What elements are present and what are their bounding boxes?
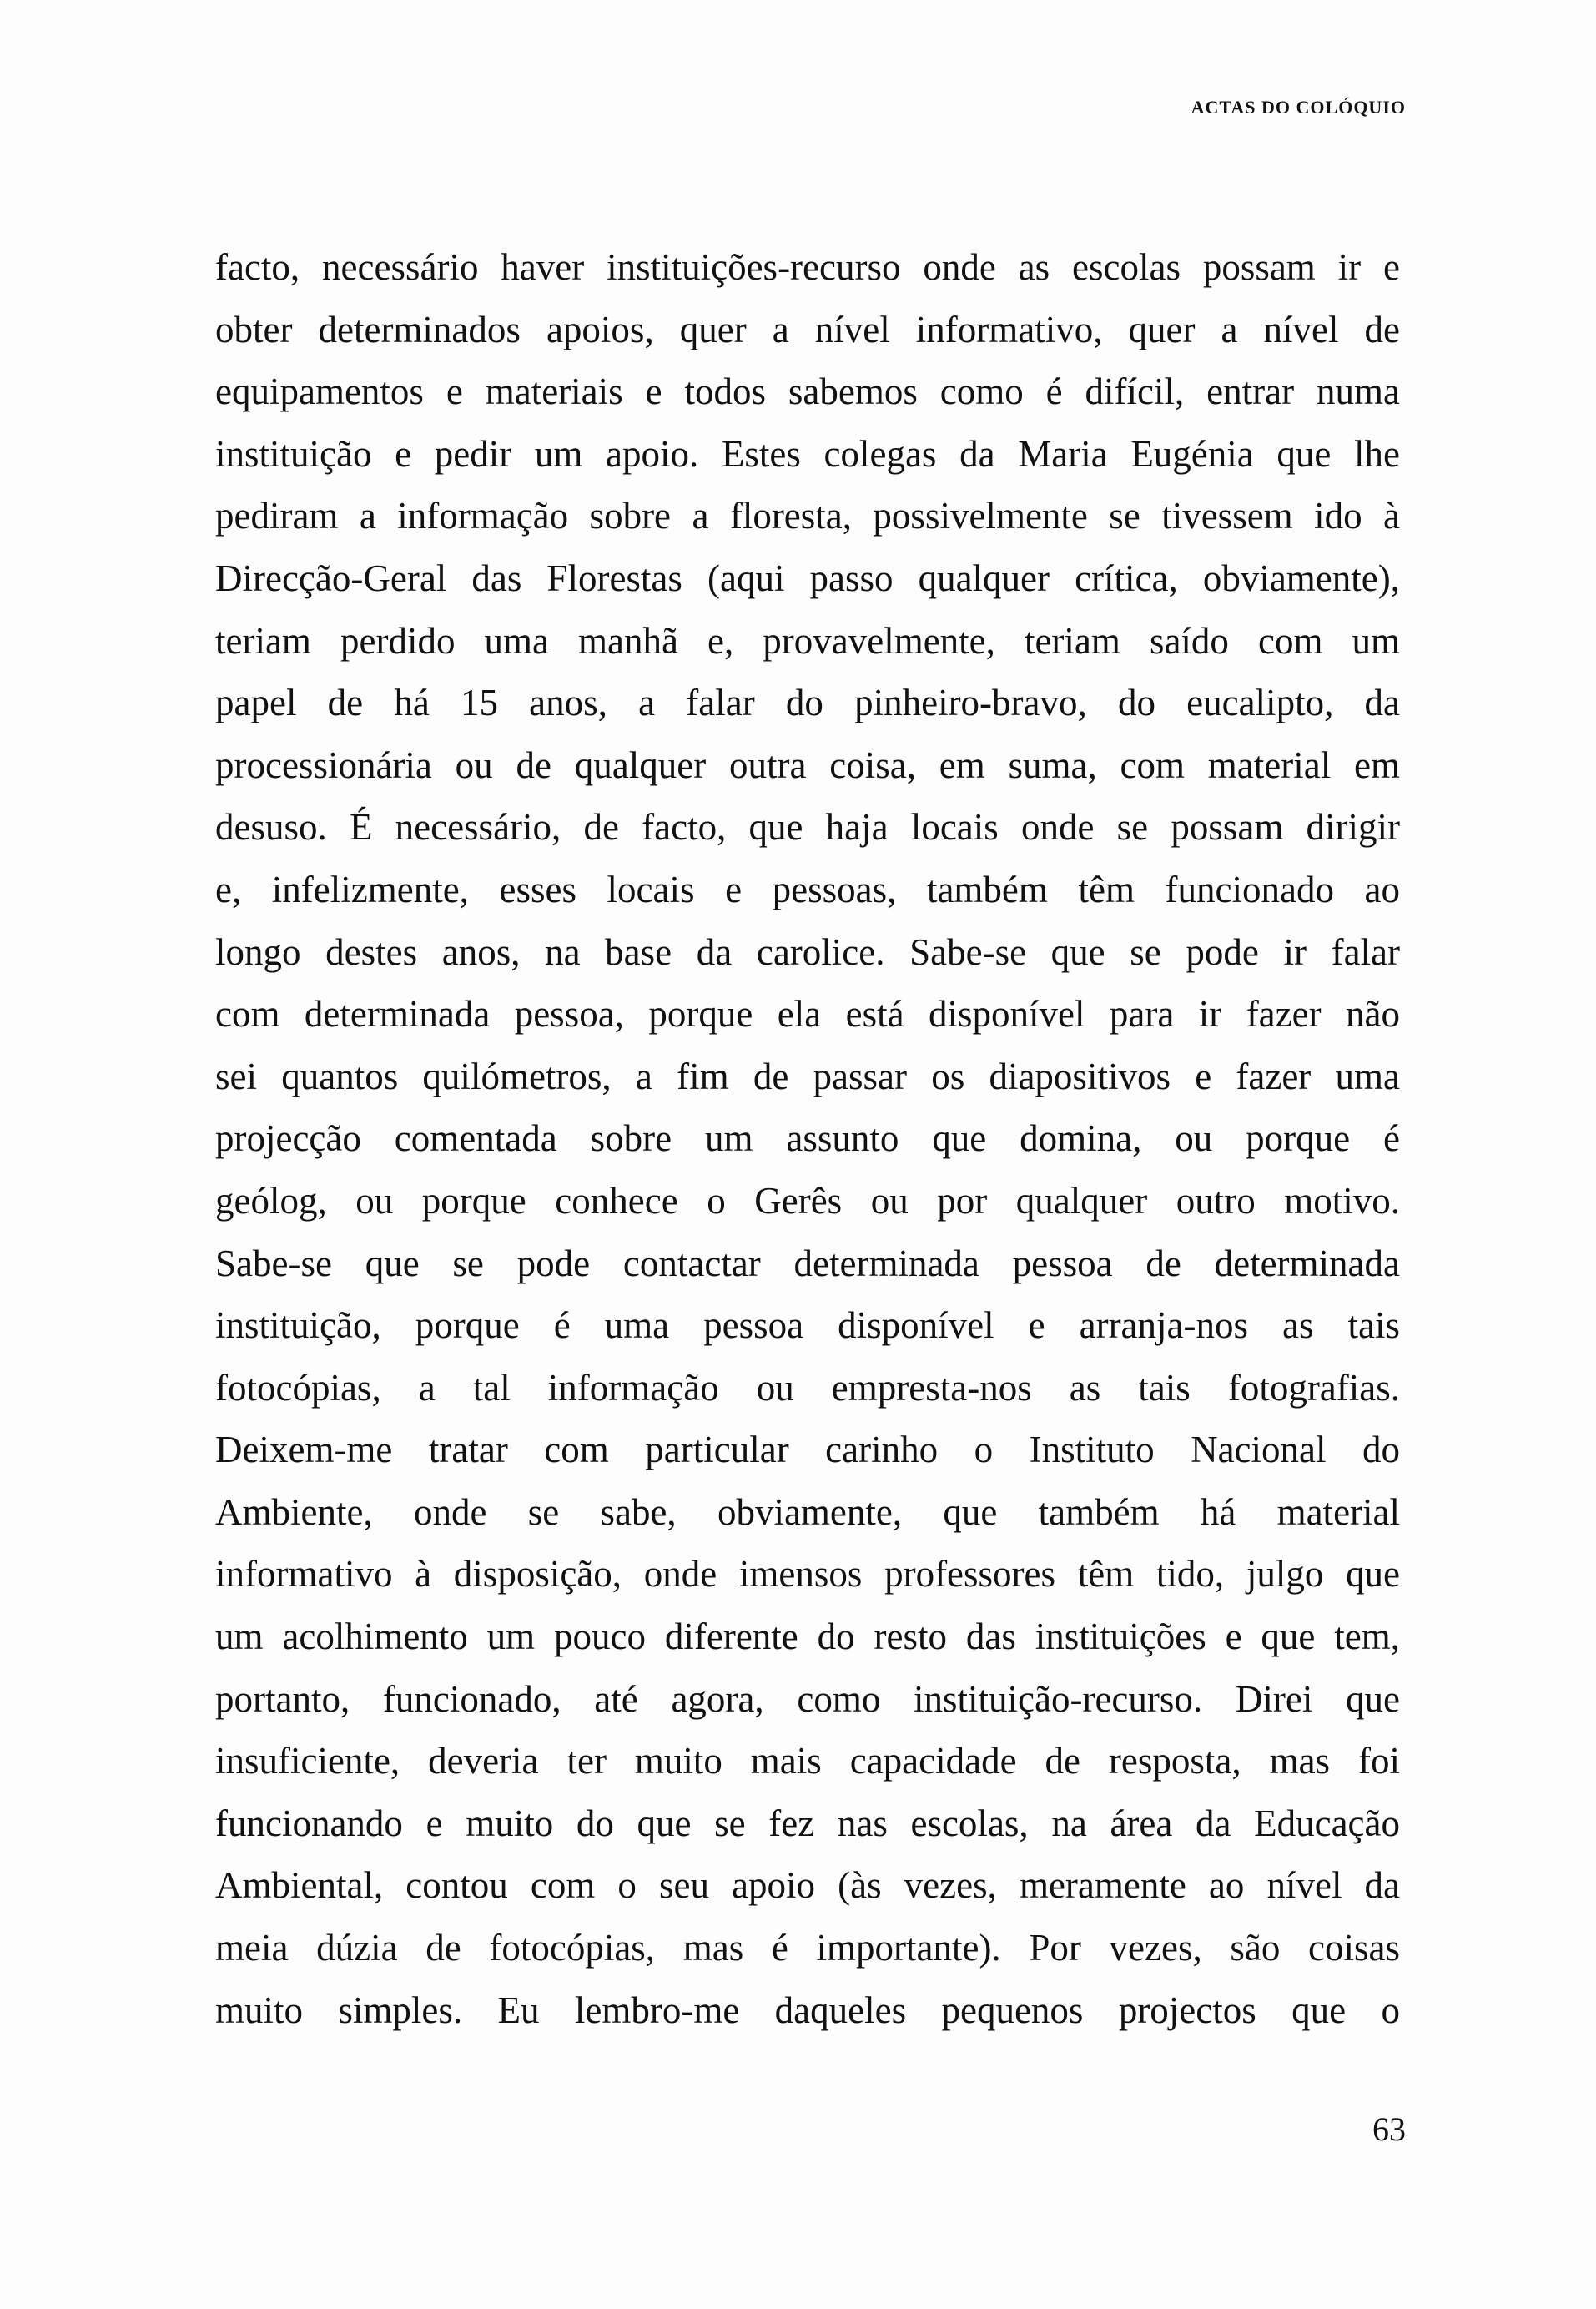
text-line: facto, necessário haver instituições-recurso onde as escolas possam ir e bbox=[215, 246, 1400, 288]
text-line: processionária ou de qualquer outra coisa, em suma, com material em bbox=[215, 744, 1400, 786]
text-line: teriam perdido uma manhã e, provavelmente, teriam saído com um bbox=[215, 619, 1400, 662]
text-line: Sabe-se que se pode contactar determinada pessoa de determinada bbox=[215, 1242, 1400, 1284]
text-line: longo destes anos, na base da carolice. Sabe-se que se pode ir falar bbox=[215, 930, 1400, 973]
text-line: funcionando e muito do que se fez nas escolas, na área da Educação bbox=[215, 1802, 1400, 1844]
text-line: instituição e pedir um apoio. Estes colegas da Maria Eugénia que lhe bbox=[215, 432, 1400, 475]
text-line: obter determinados apoios, quer a nível informativo, quer a nível de bbox=[215, 308, 1400, 350]
text-line: insuficiente, deveria ter muito mais capacidade de resposta, mas foi bbox=[215, 1740, 1400, 1782]
text-line: portanto, funcionado, até agora, como instituição-recurso. Direi que bbox=[215, 1677, 1400, 1720]
running-head: ACTAS DO COLÓQUIO bbox=[1191, 97, 1406, 118]
text-line: informativo à disposição, onde imensos professores têm tido, julgo que bbox=[215, 1553, 1400, 1596]
text-line: projecção comentada sobre um assunto que domina, ou porque é bbox=[215, 1117, 1400, 1160]
text-line: pediram a informação sobre a floresta, possivelmente se tivessem ido à bbox=[215, 495, 1400, 537]
text-line: equipamentos e materiais e todos sabemos como é difícil, entrar numa bbox=[215, 371, 1400, 413]
page-number: 63 bbox=[1372, 2110, 1406, 2148]
text-line: meia dúzia de fotocópias, mas é importante). Por vezes, são coisas bbox=[215, 1927, 1400, 1969]
text-line: e, infelizmente, esses locais e pessoas, também têm funcionado ao bbox=[215, 868, 1400, 910]
text-line: papel de há 15 anos, a falar do pinheiro-bravo, do eucalipto, da bbox=[215, 682, 1400, 724]
text-line: Deixem-me tratar com particular carinho o Instituto Nacional do bbox=[215, 1429, 1400, 1471]
body-text bbox=[215, 236, 1400, 2041]
text-line: desuso. É necessário, de facto, que haja locais onde se possam dirigir bbox=[215, 806, 1400, 849]
text-line: com determinada pessoa, porque ela está disponível para ir fazer não bbox=[215, 993, 1400, 1036]
text-line: geólog, ou porque conhece o Gerês ou por qualquer outro motivo. bbox=[215, 1179, 1400, 1222]
text-line: um acolhimento um pouco diferente do resto das instituições e que tem, bbox=[215, 1616, 1400, 1658]
text-line: Ambiente, onde se sabe, obviamente, que também há material bbox=[215, 1490, 1400, 1533]
text-line: Ambiental, contou com o seu apoio (às vezes, meramente ao nível da bbox=[215, 1864, 1400, 1907]
text-line: sei quantos quilómetros, a fim de passar os diapositivos e fazer uma bbox=[215, 1055, 1400, 1097]
text-line: fotocópias, a tal informação ou empresta-nos as tais fotografias. bbox=[215, 1366, 1400, 1409]
text-line: muito simples. Eu lembro-me daqueles pequenos projectos que o bbox=[215, 1989, 1400, 2031]
text-line: Direcção-Geral das Florestas (aqui passo qualquer crítica, obviamente), bbox=[215, 557, 1400, 599]
text-line: instituição, porque é uma pessoa disponível e arranja-nos as tais bbox=[215, 1304, 1400, 1347]
